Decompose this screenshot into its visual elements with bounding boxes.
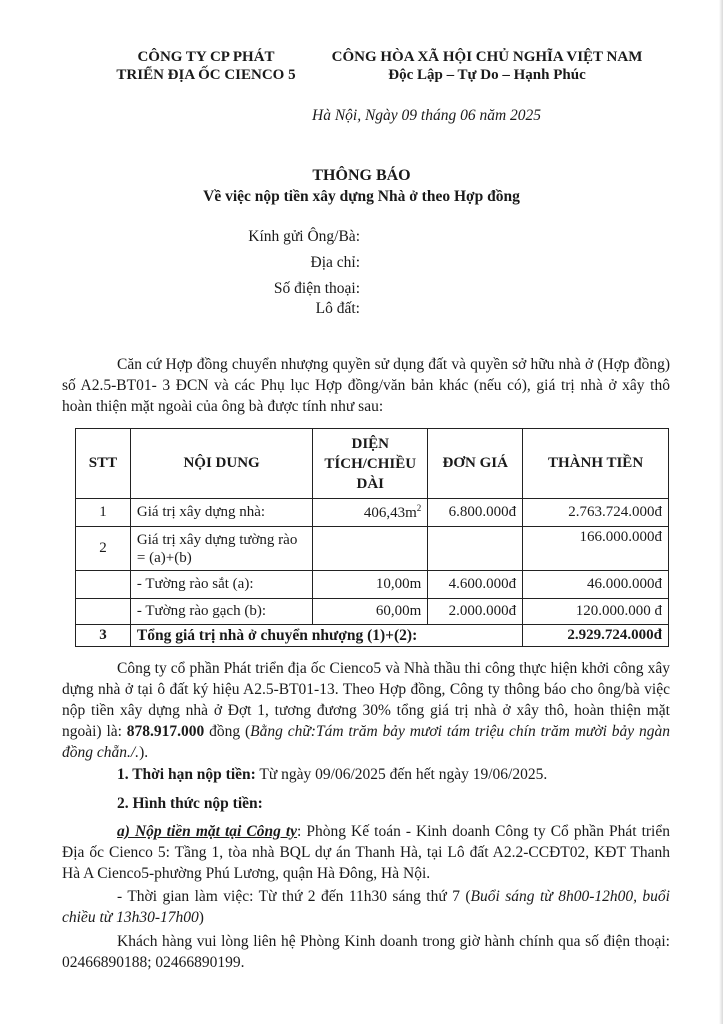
payment-close: ). bbox=[139, 744, 149, 761]
cash-label: a) Nộp tiền mặt tại Công ty bbox=[117, 823, 298, 840]
row1-stt: 1 bbox=[76, 499, 131, 527]
place-date: Hà Nội, Ngày 09 tháng 06 năm 2025 bbox=[312, 107, 542, 124]
row3-area: 10,00m bbox=[313, 571, 428, 599]
table-row bbox=[76, 571, 669, 599]
payment-text: Công ty cổ phần Phát triển địa ốc Cienco5 và Nhà thầu thi công thực hiện khởi công xây dựng nhà ở tại ô đất ký hiệu A2.5-BT01-13. Theo Hợp đồng, Công ty thông báo cho ông/bà việc nộp tiền xây dựng nhà ở Đợt 1, tương đương 30% tổng giá trị nhà ở xây thô, hoàn thiện mặt ngoài) là: bbox=[62, 660, 670, 740]
section-deadline bbox=[117, 764, 547, 785]
intro-paragraph: Căn cứ Hợp đồng chuyển nhượng quyền sử dụng đất và quyền sở hữu nhà ở (Hợp đồng) số A2.5-BT01- 3 ĐCN và các Phụ lục Hợp đồng/văn bản khác (nếu có), giá trị nhà ở xây thô hoàn thiện mặt ngoài của ông bà được tính như sau: bbox=[62, 356, 670, 415]
row4-stt bbox=[76, 599, 131, 625]
contact-paragraph: Khách hàng vui lòng liên hệ Phòng Kinh doanh trong giờ hành chính qua số điện thoại: 02466890188; 02466890199. bbox=[62, 933, 670, 971]
row1-total: 2.763.724.000đ bbox=[523, 499, 669, 527]
row4-content: - Tường rào gạch (b): bbox=[130, 599, 312, 625]
total-stt: 3 bbox=[76, 625, 131, 647]
company-header bbox=[92, 48, 320, 84]
row3-price: 4.600.000đ bbox=[428, 571, 523, 599]
republic-motto: Độc Lập – Tự Do – Hạnh Phúc bbox=[388, 67, 586, 83]
total-value: 2.929.724.000đ bbox=[523, 625, 669, 647]
payment-words: Bằng chữ:Tám trăm bảy mươi tám triệu chín trăm mười bảy ngàn đồng chẵn./. bbox=[62, 723, 670, 761]
deadline-text: Từ ngày 09/06/2025 đến hết ngày 19/06/2025. bbox=[255, 766, 548, 783]
recipient-lot: Lô đất: bbox=[315, 300, 360, 317]
row3-content: - Tường rào sắt (a): bbox=[130, 571, 312, 599]
header-stt: STT bbox=[76, 429, 131, 499]
recipient-block bbox=[150, 224, 360, 322]
table-row bbox=[76, 499, 669, 527]
payment-amount: 878.917.000 bbox=[126, 723, 205, 740]
fee-table bbox=[75, 428, 669, 647]
working-time bbox=[62, 886, 670, 928]
recipient-to: Kính gửi Ông/Bà: bbox=[248, 228, 360, 245]
section-cash-payment bbox=[62, 821, 670, 884]
row3-total: 46.000.000đ bbox=[523, 571, 669, 599]
row1-area-sup: 2 bbox=[416, 503, 422, 513]
working-time-text: - Thời gian làm việc: Từ thứ 2 đến 11h30 sáng thứ 7 ( bbox=[117, 888, 471, 905]
scan-edge bbox=[719, 0, 723, 1024]
company-name-line1: CÔNG TY CP PHÁT bbox=[137, 49, 275, 65]
row1-area-value: 406,43m bbox=[363, 505, 417, 521]
company-name-line2: TRIỂN ĐỊA ỐC CIENCO 5 bbox=[116, 67, 296, 83]
table-total-row bbox=[76, 625, 669, 647]
header-area: DIỆN TÍCH/CHIỀU DÀI bbox=[313, 429, 428, 499]
row4-price: 2.000.000đ bbox=[428, 599, 523, 625]
total-content: Tổng giá trị nhà ở chuyển nhượng (1)+(2): bbox=[130, 625, 522, 647]
row2-total: 166.000.000đ bbox=[523, 527, 669, 571]
header-price: ĐƠN GIÁ bbox=[428, 429, 523, 499]
row1-price: 6.800.000đ bbox=[428, 499, 523, 527]
header-content: NỘI DUNG bbox=[130, 429, 312, 499]
notice-subtitle: Về việc nộp tiền xây dựng Nhà ở theo Hợp đồng bbox=[203, 188, 520, 205]
recipient-phone: Số điện thoại: bbox=[273, 280, 360, 297]
table-row bbox=[76, 527, 669, 571]
row2-stt: 2 bbox=[76, 527, 131, 571]
row1-area bbox=[313, 499, 428, 527]
cash-text: : Phòng Kế toán - Kinh doanh Công ty Cổ phần Phát triển Địa ốc Cienco 5: Tầng 1, tòa nhà BQL dự án Thanh Hà, tại Lô đất A2.2-CCĐT02, KĐT Thanh Hà A Cienco5-phường Phú Lương, quận Hà Đông, Hà Nội. bbox=[62, 823, 670, 882]
row3-stt bbox=[76, 571, 131, 599]
republic-line1: CÔNG HÒA XÃ HỘI CHỦ NGHĨA VIỆT NAM bbox=[331, 49, 643, 65]
payment-paragraph bbox=[62, 658, 670, 763]
working-time-hours: Buổi sáng từ 8h00-12h00, buổi chiều từ 13h30-17h00 bbox=[62, 888, 670, 926]
table-row bbox=[76, 599, 669, 625]
recipient-address: Địa chỉ: bbox=[310, 254, 360, 271]
deadline-label: 1. Thời hạn nộp tiền: bbox=[117, 766, 256, 783]
section-payment-method: 2. Hình thức nộp tiền: bbox=[117, 795, 263, 812]
working-time-close: ) bbox=[198, 909, 204, 926]
row1-content: Giá trị xây dựng nhà: bbox=[130, 499, 312, 527]
notice-title: THÔNG BÁO bbox=[312, 167, 411, 184]
header-total: THÀNH TIỀN bbox=[523, 429, 669, 499]
row2-content: Giá trị xây dựng tường rào = (a)+(b) bbox=[130, 527, 312, 571]
republic-header bbox=[302, 48, 672, 84]
row2-area bbox=[313, 527, 428, 571]
payment-unit: đồng ( bbox=[204, 723, 251, 740]
row4-total: 120.000.000 đ bbox=[523, 599, 669, 625]
row2-price bbox=[428, 527, 523, 571]
table-header-row bbox=[76, 429, 669, 499]
row4-area: 60,00m bbox=[313, 599, 428, 625]
